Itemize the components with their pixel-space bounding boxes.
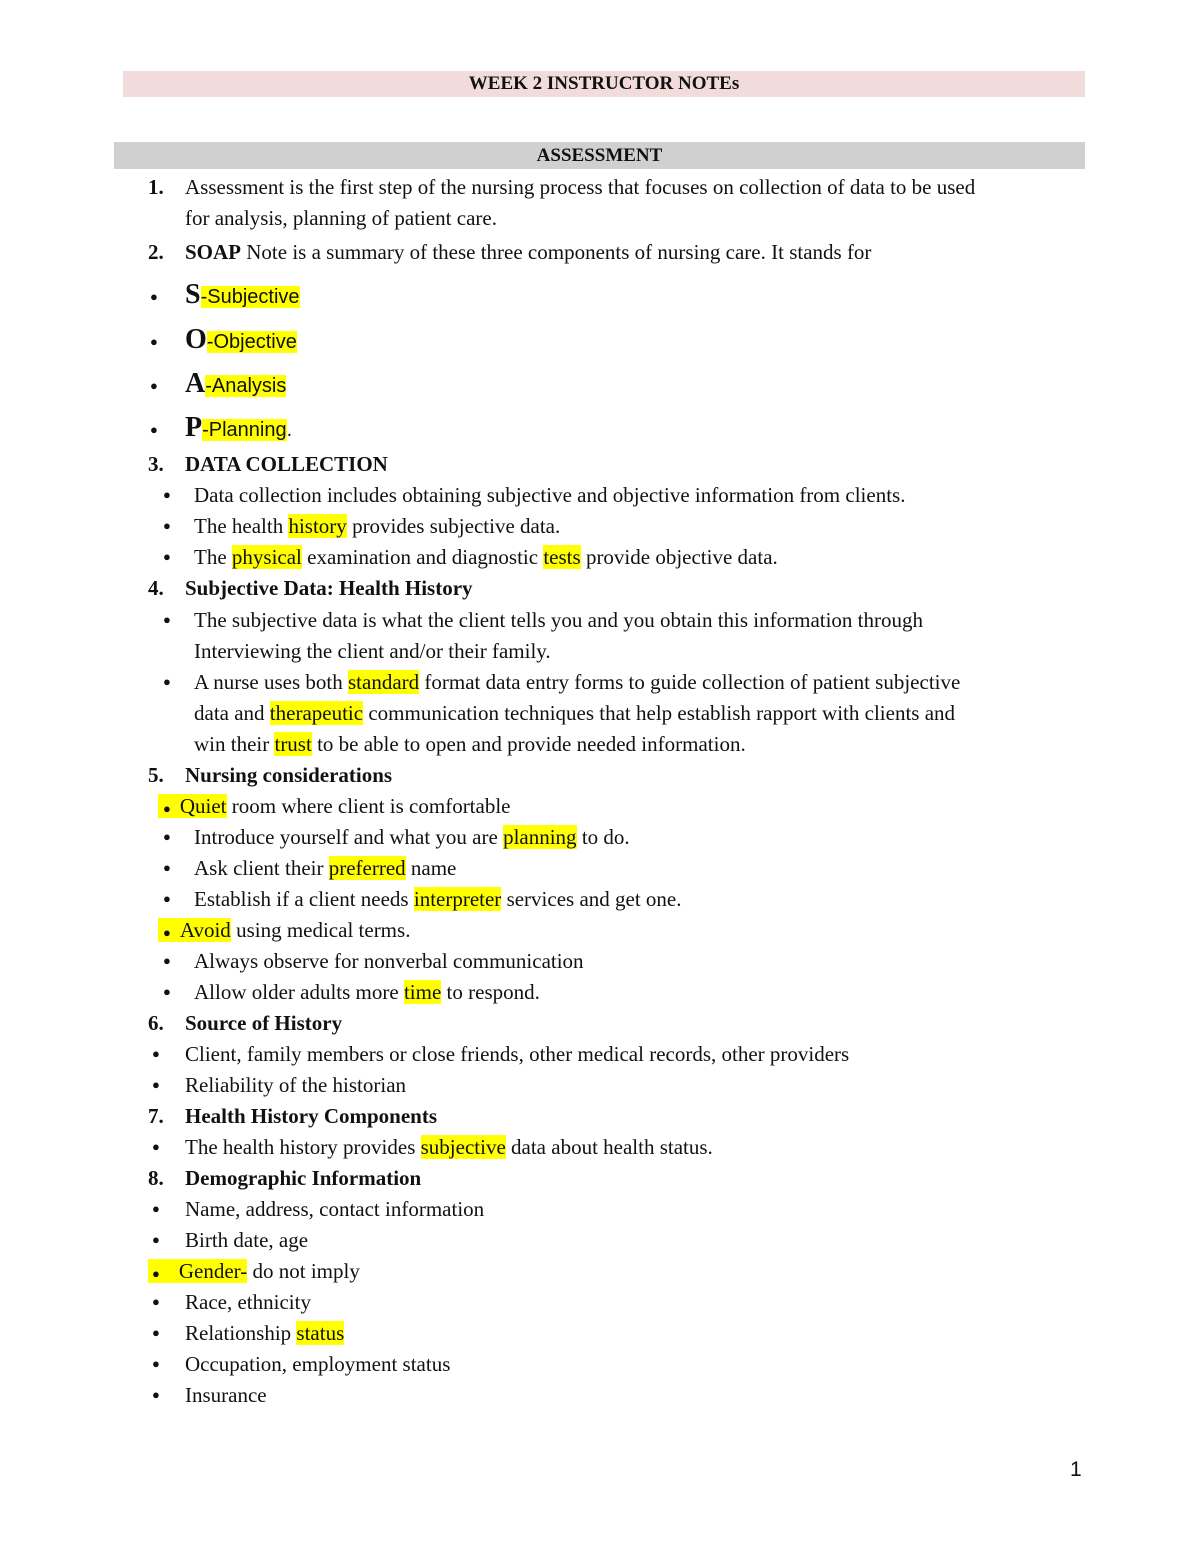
bullet-text: The subjective data is what the client tells you and you obtain this information through (194, 608, 924, 632)
highlight: trust (274, 732, 312, 756)
document-title: WEEK 2 INSTRUCTOR NOTEs (123, 71, 1085, 97)
highlight: planning (503, 825, 577, 849)
bullet-text (194, 823, 630, 851)
bullet-icon: ● (163, 549, 171, 564)
bullet-icon: ● (152, 1356, 160, 1371)
soap-term: SOAP (185, 240, 242, 264)
text-span: Gender- (178, 1259, 248, 1283)
bullet-icon: ● (152, 1232, 160, 1247)
highlight: status (296, 1321, 345, 1345)
soap-item-o (185, 326, 297, 356)
text-span: Ask client their (194, 856, 329, 880)
text-span: Avoid (179, 918, 231, 942)
bullet-text: Reliability of the historian (185, 1073, 407, 1097)
list-number: 2. (148, 240, 164, 264)
bullet-icon: ● (152, 1077, 160, 1092)
bullet-icon: ● (163, 487, 171, 502)
highlight: physical (231, 545, 302, 569)
list-number: 6. (148, 1011, 164, 1035)
bullet-text: Occupation, employment status (185, 1352, 451, 1376)
highlight: history (288, 514, 347, 538)
bullet-icon: ● (152, 1387, 160, 1402)
bullet-icon: ● (163, 518, 171, 533)
bullet-text (194, 543, 778, 571)
highlight: therapeutic (269, 701, 364, 725)
list-item-text: Assessment is the first step of the nursing process that focuses on collection of data to be used (185, 175, 976, 199)
bullet-text (185, 1133, 713, 1161)
bullet-icon: ● (150, 289, 158, 304)
text-span: The (194, 545, 232, 569)
text-span: data about health status. (505, 1135, 713, 1159)
text-span: format data entry forms to guide collection of patient subjective (419, 670, 961, 694)
highlight: -Objective (206, 331, 297, 353)
bullet-text (194, 885, 682, 913)
bullet-icon: ● (152, 1201, 160, 1216)
text-span: to do. (576, 825, 630, 849)
bullet-icon: ● (150, 334, 158, 349)
soap-item-p (185, 414, 292, 444)
text-span: name (405, 856, 457, 880)
text-span: Relationship (185, 1321, 297, 1345)
text-span: win their (194, 732, 275, 756)
soap-letter: S (185, 279, 201, 310)
text-span: provides subjective data. (346, 514, 561, 538)
text-span: using medical terms. (230, 918, 411, 942)
list-item-text: for analysis, planning of patient care. (185, 206, 497, 230)
text-span: Allow older adults more (194, 980, 404, 1004)
list-heading: Demographic Information (185, 1166, 422, 1190)
highlight: tests (543, 545, 581, 569)
highlight: interpreter (413, 887, 502, 911)
bullet-text: Race, ethnicity (185, 1290, 311, 1314)
list-number: 3. (148, 452, 164, 476)
soap-item-a (185, 370, 286, 400)
bullet-text (194, 512, 560, 540)
highlight: -Planning (202, 419, 287, 441)
text-span: Quiet (179, 794, 227, 818)
text-span: to be able to open and provide needed information. (311, 732, 746, 756)
text-span: Establish if a client needs (194, 887, 414, 911)
highlight (148, 1259, 247, 1283)
bullet-icon: ● (163, 953, 171, 968)
bullet-icon: ● (163, 829, 171, 844)
list-number: 1. (148, 175, 164, 199)
page-number: 1 (1070, 1458, 1082, 1481)
bullet-text (194, 978, 540, 1006)
soap-letter: P (185, 412, 203, 443)
bullet-text (185, 1319, 344, 1347)
list-number: 5. (148, 763, 164, 787)
soap-letter: O (185, 324, 207, 355)
list-item-text (185, 238, 871, 266)
highlight: subjective (420, 1135, 506, 1159)
text-span: Introduce yourself and what you are (194, 825, 504, 849)
bullet-icon: ● (163, 984, 171, 999)
text-span: Note is a summary of these three components of nursing care. It stands for (241, 240, 872, 264)
text-span: do not imply (247, 1259, 360, 1283)
bullet-icon: ● (150, 378, 158, 393)
text-span: . (286, 419, 293, 441)
text-span: examination and diagnostic (301, 545, 544, 569)
bullet-icon: ● (152, 1294, 160, 1309)
text-span: The health history provides (185, 1135, 421, 1159)
bullet-icon: ● (163, 860, 171, 875)
bullet-text (158, 916, 410, 947)
list-heading: Source of History (185, 1011, 343, 1035)
bullet-icon: ● (163, 674, 171, 689)
text-span: A nurse uses both (194, 670, 348, 694)
highlight (158, 918, 231, 942)
bullet-text: Interviewing the client and/or their family. (194, 639, 551, 663)
bullet-text (194, 699, 955, 727)
text-span: provide objective data. (580, 545, 778, 569)
bullet-icon: ● (152, 1046, 160, 1061)
text-span: data and (194, 701, 270, 725)
bullet-icon: ● (163, 801, 171, 816)
bullet-text (194, 730, 746, 758)
highlight: time (403, 980, 442, 1004)
highlight: -Subjective (200, 286, 300, 308)
bullet-text: Insurance (185, 1383, 267, 1407)
list-heading: Nursing considerations (185, 763, 393, 787)
bullet-text: Always observe for nonverbal communication (194, 949, 584, 973)
text-span: services and get one. (501, 887, 682, 911)
list-heading: Subjective Data: Health History (185, 576, 473, 600)
text-span: communication techniques that help establish rapport with clients and (363, 701, 956, 725)
bullet-icon: ● (152, 1266, 160, 1281)
highlight: -Analysis (205, 375, 287, 397)
highlight: standard (348, 670, 420, 694)
bullet-icon: ● (152, 1325, 160, 1340)
soap-item-s (185, 281, 300, 311)
bullet-icon: ● (163, 891, 171, 906)
bullet-text (194, 854, 456, 882)
bullet-icon: ● (150, 422, 158, 437)
list-heading: DATA COLLECTION (185, 452, 388, 476)
list-number: 8. (148, 1166, 164, 1190)
bullet-text (148, 1257, 360, 1288)
text-span: to respond. (441, 980, 540, 1004)
soap-letter: A (185, 368, 206, 399)
bullet-text: Birth date, age (185, 1228, 309, 1252)
bullet-icon: ● (163, 925, 171, 940)
bullet-text: Name, address, contact information (185, 1197, 485, 1221)
list-number: 4. (148, 576, 164, 600)
bullet-icon: ● (163, 612, 171, 627)
highlight: preferred (328, 856, 406, 880)
bullet-text: Client, family members or close friends, other medical records, other providers (185, 1042, 850, 1066)
bullet-text (158, 792, 511, 823)
list-number: 7. (148, 1104, 164, 1128)
bullet-text: Data collection includes obtaining subjective and objective information from clients. (194, 483, 906, 507)
list-heading: Health History Components (185, 1104, 437, 1128)
highlight (158, 794, 227, 818)
section-heading-assessment: ASSESSMENT (114, 142, 1085, 169)
text-span: room where client is comfortable (226, 794, 511, 818)
bullet-icon: ● (152, 1139, 160, 1154)
text-span: The health (194, 514, 289, 538)
bullet-text (194, 668, 960, 696)
